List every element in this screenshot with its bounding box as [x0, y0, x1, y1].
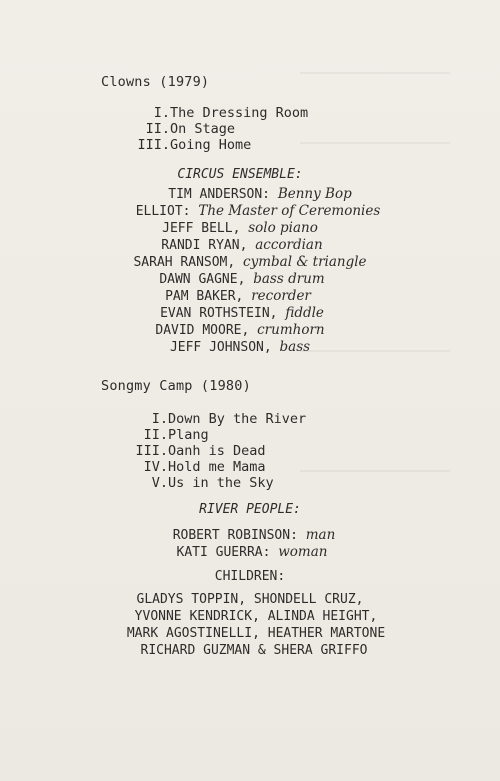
cast-role: Benny Bop [277, 186, 352, 202]
movement-number: II. [145, 121, 170, 137]
cast-role: bass [279, 339, 311, 355]
cast-name: JEFF JOHNSON, [169, 340, 272, 355]
bleed-through-mark [300, 142, 450, 144]
cast-role: solo piano [248, 220, 318, 236]
cast-line [0, 271, 492, 287]
cast-line [2, 544, 500, 560]
movement-number: I. [153, 105, 170, 121]
cast-role: woman [278, 544, 328, 560]
cast-name: DAVID MOORE, [155, 323, 250, 338]
cast-name: PAM BAKER, [165, 289, 244, 304]
cast-line [0, 288, 488, 304]
movement-number: I. [151, 411, 168, 427]
movement-title: Down By the River [168, 411, 307, 427]
cast-name: RANDI RYAN, [161, 238, 248, 253]
cast-line [0, 322, 490, 338]
cast-role: bass drum [253, 271, 325, 287]
cast-line [0, 339, 490, 355]
children-line: YVONNE KENDRICK, ALINDA HEIGHT, [134, 609, 378, 624]
cast-line [8, 203, 500, 219]
cast-role: The Master of Ceremonies [198, 203, 381, 219]
cast-role: recorder [251, 288, 311, 304]
cast-name: ROBERT ROBINSON: [172, 528, 298, 543]
children-heading: CHILDREN: [214, 569, 286, 584]
cast-name: JEFF BELL, [162, 221, 241, 236]
cast-line [10, 186, 500, 202]
bleed-through-mark [300, 470, 450, 472]
cast-name: ELLIOT: [135, 204, 191, 219]
movement-title: The Dressing Room [170, 105, 309, 121]
movement-title: Hold me Mama [168, 459, 266, 475]
cast-name: TIM ANDERSON: [168, 187, 270, 202]
cast-role: crumhorn [257, 322, 325, 338]
movement-title: On Stage [170, 121, 236, 137]
cast-role: fiddle [285, 305, 324, 321]
movement-number: V. [151, 475, 168, 491]
cast-role: man [305, 527, 336, 543]
section-title-clowns: Clowns (1979) [101, 74, 210, 90]
cast-name: KATI GUERRA: [176, 545, 271, 560]
ensemble-heading: CIRCUS ENSEMBLE: [177, 167, 303, 182]
river-people-heading: RIVER PEOPLE: [199, 502, 301, 517]
cast-name: SARAH RANSOM, [133, 255, 236, 270]
movement-number: IV. [143, 459, 168, 475]
children-line: RICHARD GUZMAN & SHERA GRIFFO [140, 643, 368, 658]
movement-title: Plang [168, 427, 209, 443]
cast-role: cymbal & triangle [243, 254, 367, 270]
movement-title: Going Home [170, 137, 252, 153]
movement-title: Us in the Sky [168, 475, 274, 491]
movement-number: II. [143, 427, 168, 443]
cast-line [0, 237, 492, 253]
movement-number: III. [135, 443, 168, 459]
cast-name: EVAN ROTHSTEIN, [160, 306, 278, 321]
cast-line [0, 305, 492, 321]
cast-role: accordian [255, 237, 323, 253]
movement-number: III. [137, 137, 170, 153]
children-line: MARK AGOSTINELLI, HEATHER MARTONE [126, 626, 386, 641]
cast-name: DAWN GAGNE, [159, 272, 246, 287]
cast-line [0, 220, 490, 236]
cast-line [4, 527, 500, 543]
cast-line [0, 254, 500, 270]
bleed-through-mark [300, 72, 450, 74]
section-title-songmy: Songmy Camp (1980) [101, 378, 251, 394]
movement-title: Oanh is Dead [168, 443, 266, 459]
children-line: GLADYS TOPPIN, SHONDELL CRUZ, [136, 592, 364, 607]
